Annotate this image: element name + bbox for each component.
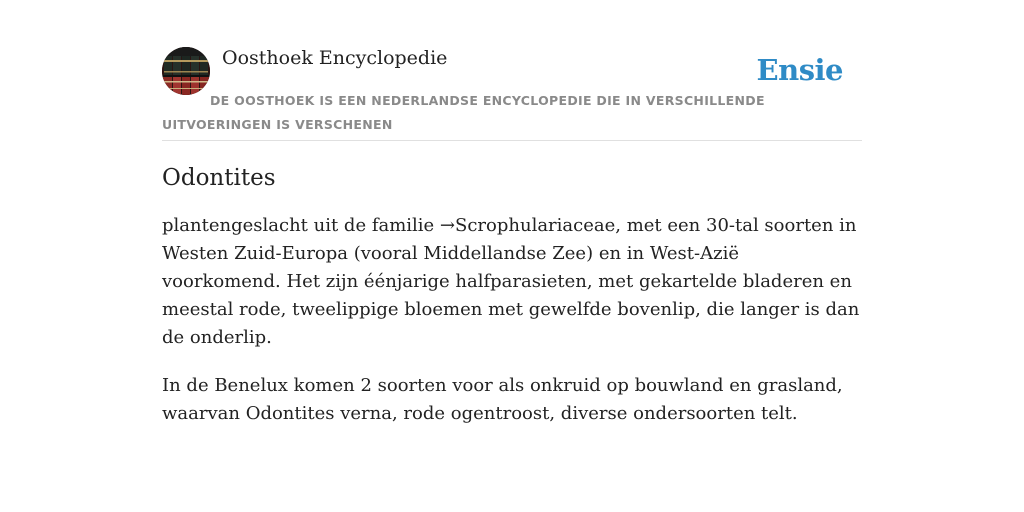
encyclopedia-books-icon (162, 47, 210, 95)
source-name[interactable]: Oosthoek Encyclopedie (222, 47, 448, 69)
source-tagline: DE OOSTHOEK IS EEN NEDERLANDSE ENCYCLOPEDIE DIE IN VERSCHILLENDE UITVOERINGEN IS VERSCHENEN (162, 93, 765, 132)
brand-logo[interactable]: Ensie (756, 53, 843, 87)
article-paragraph: plantengeslacht uit de familie →Scrophulariaceae, met een 30-tal soorten in Westen Zuid-Europa (vooral Middellandse Zee) en in West-Azië voorkomend. Het zijn éénjarige halfparasieten, met gekartelde bladeren en meestal rode, tweelippige bloemen met gewelfde bovenlip, die langer is dan de onderlip. (162, 215, 860, 348)
article-paragraph: In de Benelux komen 2 soorten voor als onkruid op bouwland en grasland, waarvan Odontites verna, rode ogentroost, diverse ondersoorten telt. (162, 375, 843, 424)
source-avatar[interactable] (162, 47, 210, 95)
article-title: Odontites (162, 165, 276, 191)
source-header (162, 46, 862, 141)
article (162, 162, 862, 448)
